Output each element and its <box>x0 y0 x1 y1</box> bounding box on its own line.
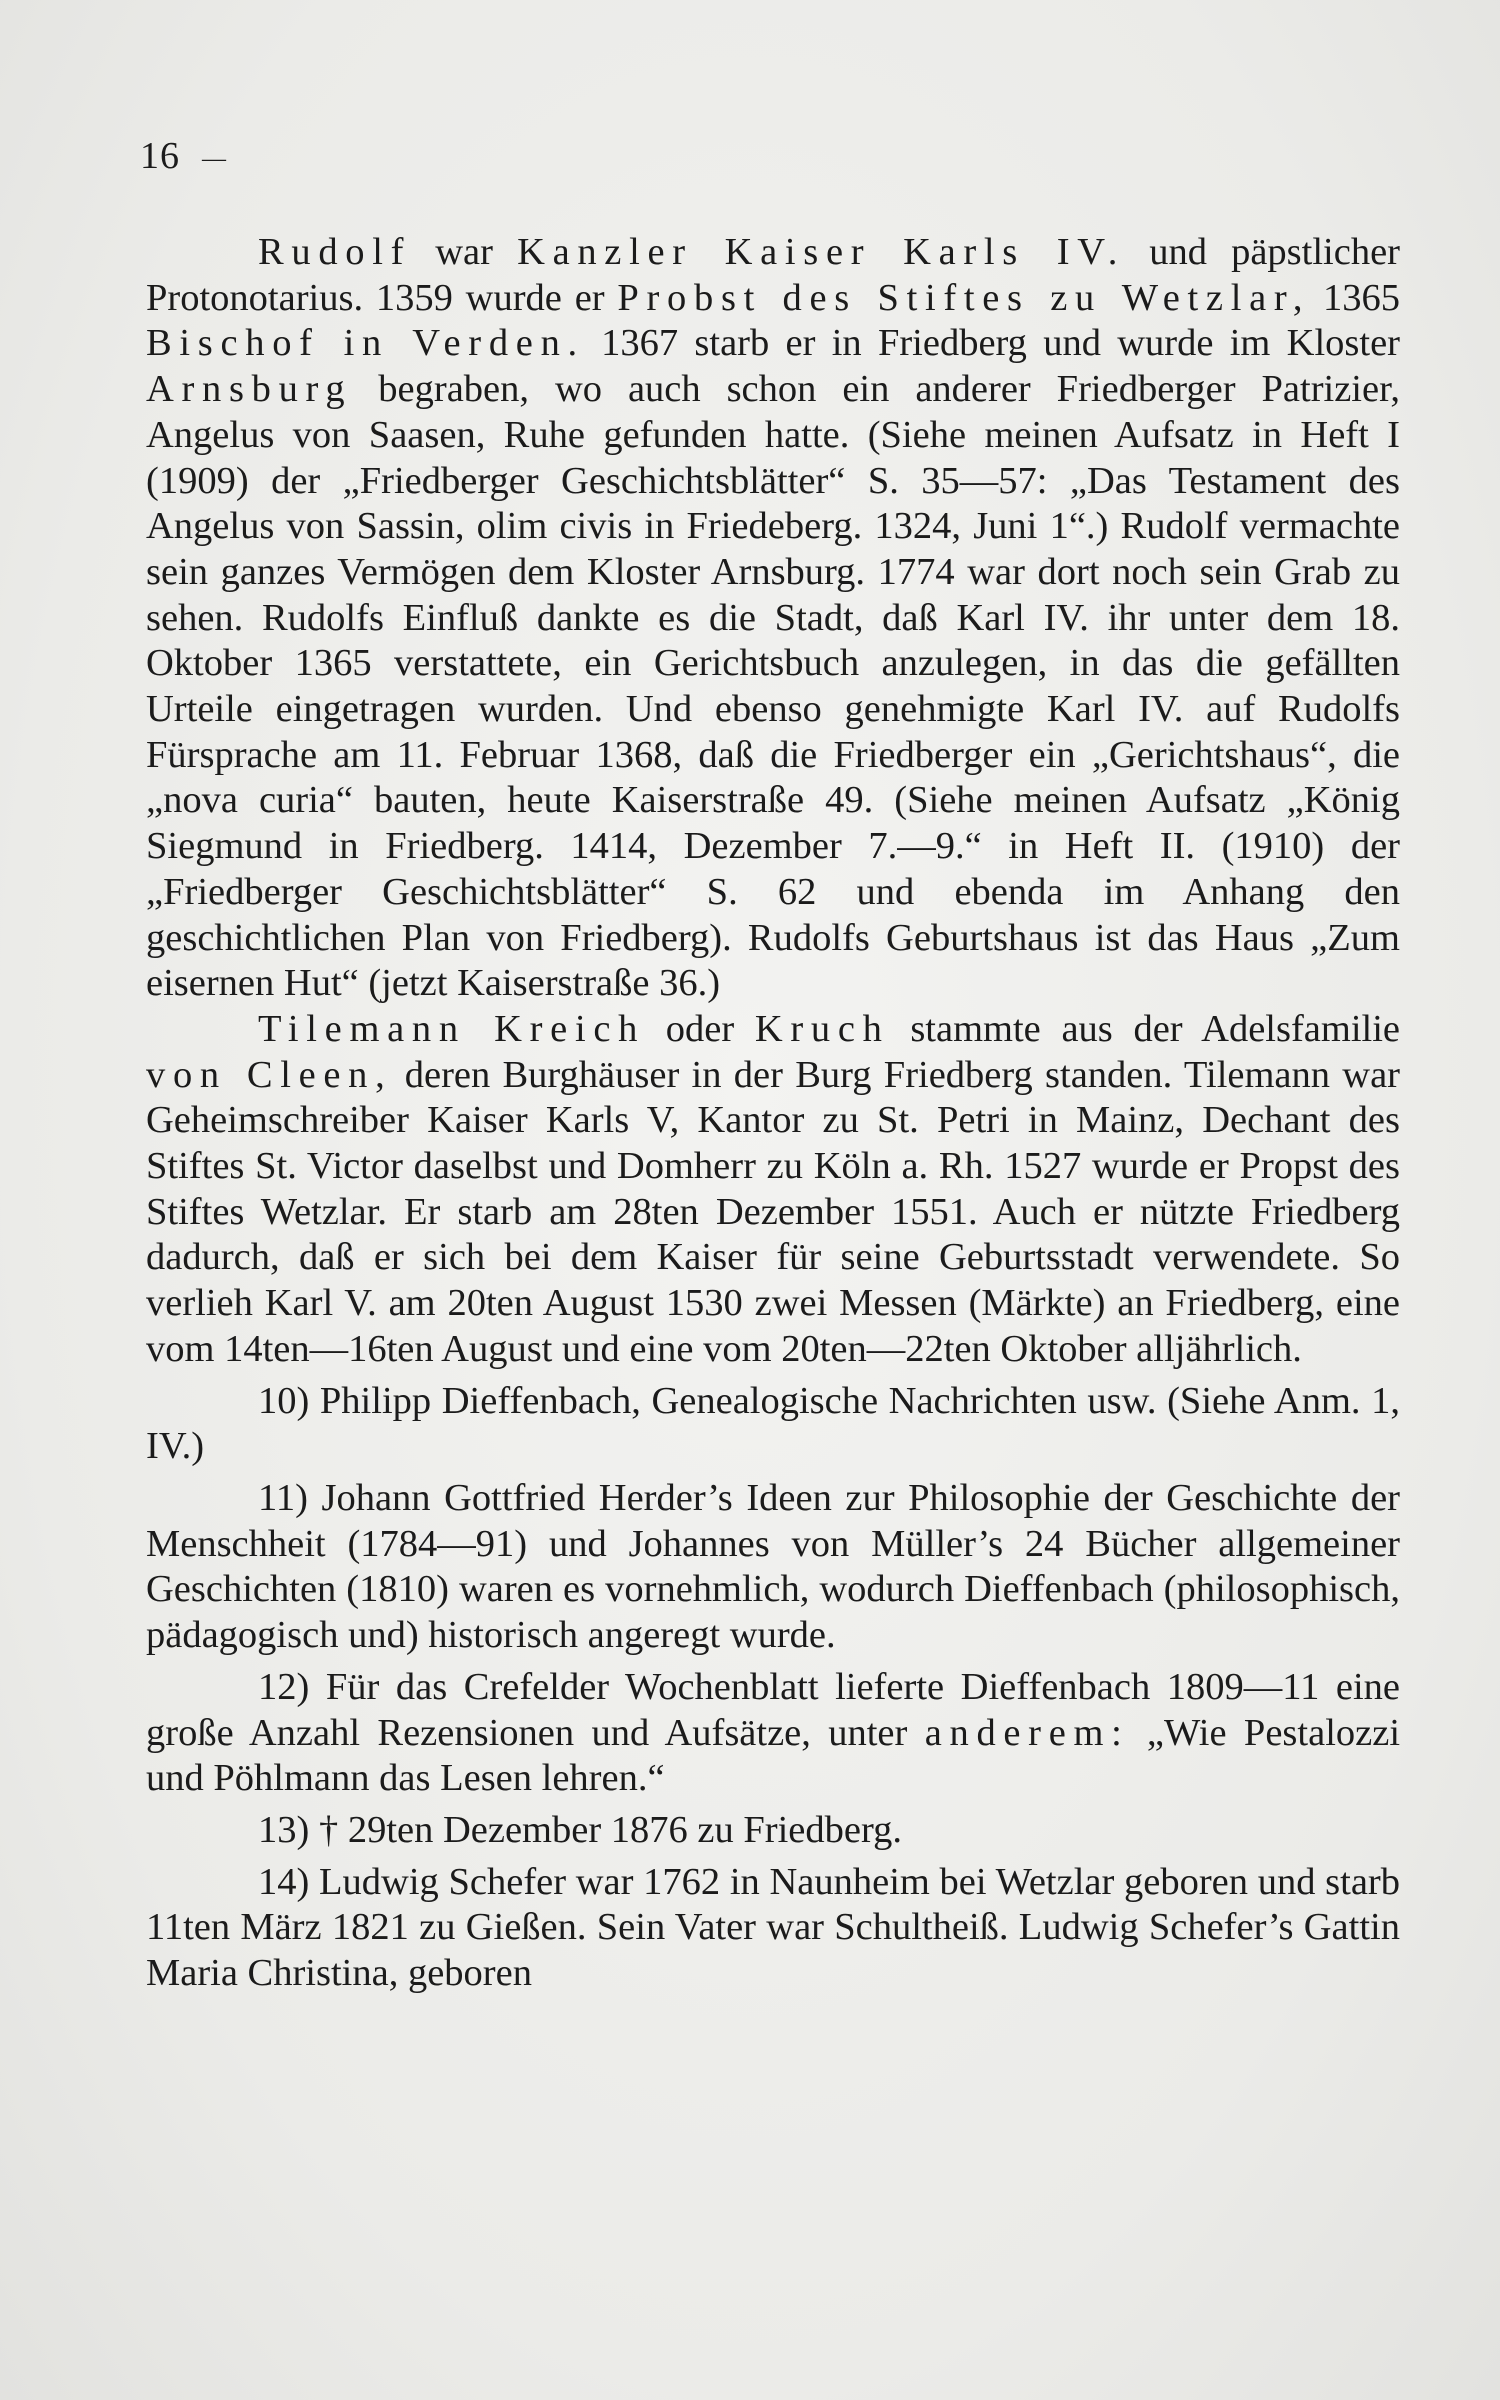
text-segment: war <box>435 231 493 273</box>
spaced-office-probst: Probst des Stiftes zu Wetzlar, <box>617 276 1311 319</box>
spaced-word-anderem: anderem: <box>924 1711 1130 1754</box>
page-number-dash: — <box>202 145 227 172</box>
footnote-13: 13) † 29ten Dezember 1876 zu Friedberg. <box>258 1808 902 1851</box>
text-segment: oder <box>665 1007 735 1050</box>
page-number-value: 16 <box>140 135 180 177</box>
text-segment: „Wie Pestalozzi und Pöhlmann das Lesen lehren.“ <box>146 1711 1401 1800</box>
paragraph-tilemann <box>146 1007 1400 1373</box>
spaced-office-bischof: Bischof in Verden. <box>146 322 585 365</box>
text-segment: begraben, wo auch schon ein anderer Friedberger Patrizier, Angelus von Saasen, Ruhe gefunden hatte. (Siehe meinen Aufsatz in Heft I (1909) der „Friedberger Geschichtsblätter“ S. 35—57: „Das Testament des Angelus von Sassin, olim civis in Friedeberg. 1324, Juni 1“.) Rudolf vermachte sein ganzes Vermögen dem Kloster Arnsburg. 1774 war dort noch sein Grab zu sehen. Rudolfs Einfluß dankte es die Stadt, daß Karl IV. ihr unter dem 18. Oktober 1365 verstattete, ein Gerichtsbuch anzulegen, in das die gefällten Urteile eingetragen wurden. Und ebenso genehmigte Karl IV. auf Rudolfs Fürsprache am 11. Februar 1368, daß die Friedberger ein „Gerichtshaus“, die „nova curia“ bauten, heute Kaiserstraße 49. (Siehe meinen Aufsatz „König Siegmund in Friedberg. 1414, Dezember 7.—9.“ in Heft II. (1910) der „Friedberger Geschichtsblätter“ S. 62 und ebenda im Anhang den geschichtlichen Plan von Friedberg). Rudolfs Geburtshaus ist das Haus „Zum eisernen Hut“ (jetzt Kaiserstraße 36.) <box>146 368 1400 1005</box>
footnote-14: 14) Ludwig Schefer war 1762 in Naunheim bei Wetzlar geboren und starb 11ten März 1821 zu Gießen. Sein Vater war Schultheiß. Ludwig Schefer’s Gattin Maria Christina, geboren <box>146 1860 1400 1995</box>
spaced-place-arnsburg: Arnsburg <box>146 368 353 411</box>
text-segment: 12) Für das Crefelder Wochenblatt lieferte Dieffenbach 1809—11 eine große Anzahl Rezensionen und Aufsätze, unter <box>146 1665 1400 1754</box>
spaced-family-cleen: von Cleen, <box>146 1053 393 1096</box>
text-segment: und päpstlicher Protonotarius. 1359 wurde er <box>146 231 1400 319</box>
body-text <box>146 230 1400 1997</box>
text-segment: stammte aus der Adelsfamilie <box>910 1007 1401 1050</box>
text-segment: deren Burghäuser in der Burg Friedberg standen. Tilemann war Geheimschreiber Kaiser Karls V, Kantor zu St. Petri in Mainz, Dechant des Stiftes St. Victor daselbst und Domherr zu Köln a. Rh. 1527 wurde er Propst des Stiftes Wetzlar. Er starb am 28ten Dezember 1551. Auch er nützte Friedberg dadurch, daß er sich bei dem Kaiser für seine Geburtsstadt verwendete. So verlieh Karl V. am 20ten August 1530 zwei Messen (Märkte) an Friedberg, eine vom 14ten—16ten August und eine vom 20ten—22ten Oktober alljährlich. <box>146 1053 1400 1370</box>
spaced-name-kruch: Kruch <box>754 1007 890 1050</box>
footnote-11: 11) Johann Gottfried Herder’s Ideen zur Philosophie der Geschichte der Menschheit (1784—91) und Johannes von Müller’s 24 Bücher allgemeiner Geschichten (1810) waren es vornehmlich, wodurch Dieffenbach (philosophisch, pädagogisch und) historisch angeregt wurde. <box>146 1476 1400 1657</box>
paragraph-rudolf <box>146 230 1400 1007</box>
footnote-10: 10) Philipp Dieffenbach, Genealogische Nachrichten usw. (Siehe Anm. 1, IV.) <box>146 1379 1400 1468</box>
person-name-rudolf: Rudolf <box>258 231 412 273</box>
text-segment: 1365 <box>1323 276 1401 319</box>
page-number <box>140 134 227 178</box>
footnote-12 <box>146 1665 1400 1802</box>
person-name-tilemann: Tilemann Kreich <box>258 1007 646 1050</box>
text-segment: 1367 starb er in Friedberg und wurde im Kloster <box>601 322 1400 365</box>
spaced-title: Kanzler Kaiser Karls IV. <box>517 231 1126 273</box>
